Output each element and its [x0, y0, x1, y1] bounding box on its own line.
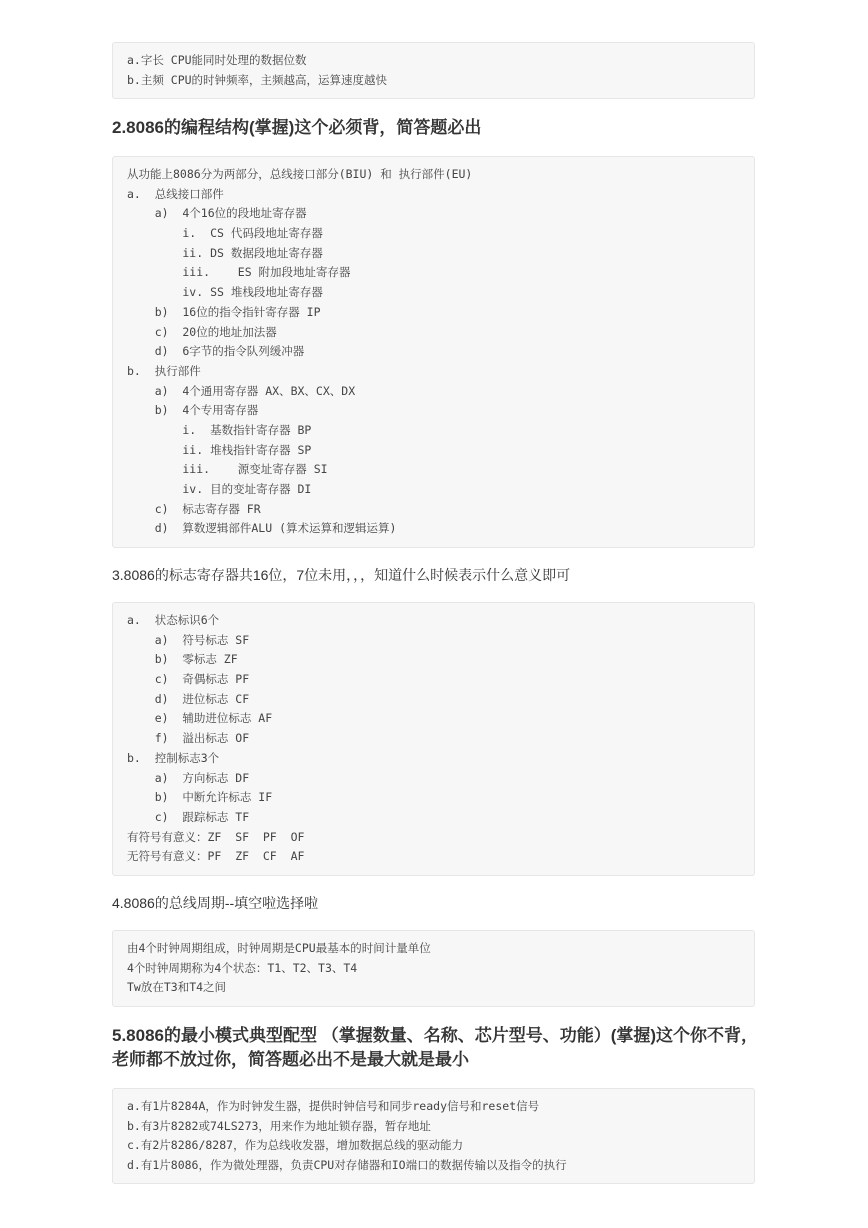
code-line: f) 溢出标志 OF: [127, 731, 250, 746]
code-line: b) 中断允许标志 IF: [127, 790, 273, 805]
code-line: e) 辅助进位标志 AF: [127, 711, 273, 726]
code-line: iv. SS 堆栈段地址寄存器: [127, 285, 323, 300]
code-block-bus-cycle: [112, 930, 755, 1007]
code-line: c.有2片8286/8287，作为总线收发器，增加数据总线的驱动能力: [127, 1138, 464, 1153]
code-line: d) 6字节的指令队列缓冲器: [127, 344, 305, 359]
code-line: a) 4个16位的段地址寄存器: [127, 206, 307, 221]
code-line: a) 符号标志 SF: [127, 632, 250, 647]
code-line: b) 4个专用寄存器: [127, 403, 259, 418]
code-line: b.有3片8282或74LS273，用来作为地址锁存器，暂存地址: [127, 1118, 431, 1133]
code-line: iii. 源变址寄存器 SI: [127, 462, 328, 477]
code-line: c) 奇偶标志 PF: [127, 672, 250, 687]
code-line: b. 控制标志3个: [127, 750, 220, 765]
code-line: c) 标志寄存器 FR: [127, 501, 261, 516]
code-block-programming-structure: [112, 156, 755, 548]
code-line: c) 20位的地址加法器: [127, 324, 277, 339]
code-line: b) 16位的指令指针寄存器 IP: [127, 304, 321, 319]
code-line: i. CS 代码段地址寄存器: [127, 226, 323, 241]
code-block-flag-register: [112, 602, 755, 876]
paragraph-flag-register: 3.8086的标志寄存器共16位，7位未用，，，知道什么时候表示什么意义即可: [112, 567, 571, 583]
code-line: b) 零标志 ZF: [127, 652, 238, 667]
paragraph-bus-cycle: 4.8086的总线周期--填空啦选择啦: [112, 895, 319, 911]
code-block-minimum-mode: [112, 1088, 755, 1184]
code-line: 4个时钟周期称为4个状态：T1、T2、T3、T4: [127, 960, 358, 975]
code-line: 从功能上8086分为两部分，总线接口部分(BIU) 和 执行部件(EU): [127, 167, 473, 181]
code-line: a. 状态标识6个: [127, 613, 220, 627]
code-line: i. 基数指针寄存器 BP: [127, 422, 312, 437]
code-line: iv. 目的变址寄存器 DI: [127, 482, 312, 496]
code-line: ii. 堆栈指针寄存器 SP: [127, 442, 312, 457]
code-line: Tw放在T3和T4之间: [127, 980, 227, 995]
code-line: ii. DS 数据段地址寄存器: [127, 245, 323, 260]
code-line: a.有1片8284A，作为时钟发生器，提供时钟信号和同步ready信号和reset信号: [127, 1099, 540, 1113]
code-line: 由4个时钟周期组成，时钟周期是CPU最基本的时间计量单位: [127, 941, 431, 955]
code-line: d) 进位标志 CF: [127, 691, 250, 706]
code-line: 无符号有意义：PF ZF CF AF: [127, 849, 305, 864]
code-line: a) 4个通用寄存器 AX、BX、CX、DX: [127, 383, 356, 398]
code-line: 有符号有意义：ZF SF PF OF: [127, 829, 305, 844]
code-line: c) 跟踪标志 TF: [127, 809, 250, 824]
code-block-cpu-specs: [112, 42, 755, 99]
code-line: a. 总线接口部件: [127, 186, 224, 201]
code-line: d.有1片8086，作为微处理器，负责CPU对存储器和IO端口的数据传输以及指令的执行: [127, 1158, 567, 1173]
code-line: a.字长 CPU能同时处理的数据位数: [127, 53, 307, 67]
heading-minimum-mode: 5.8086的最小模式典型配型 （掌握数量、名称、芯片型号、功能）(掌握)这个你不背，老师都不放过你，简答题必出不是最大就是最小: [112, 1026, 759, 1069]
code-line: a) 方向标志 DF: [127, 770, 250, 785]
code-line: d) 算数逻辑部件ALU (算术运算和逻辑运算): [127, 521, 397, 536]
code-line: b.主频 CPU的时钟频率，主频越高，运算速度越快: [127, 72, 388, 87]
code-line: b. 执行部件: [127, 363, 201, 378]
heading-programming-structure: 2.8086的编程结构(掌握)这个必须背，简答题必出: [112, 118, 482, 137]
code-line: iii. ES 附加段地址寄存器: [127, 265, 351, 280]
